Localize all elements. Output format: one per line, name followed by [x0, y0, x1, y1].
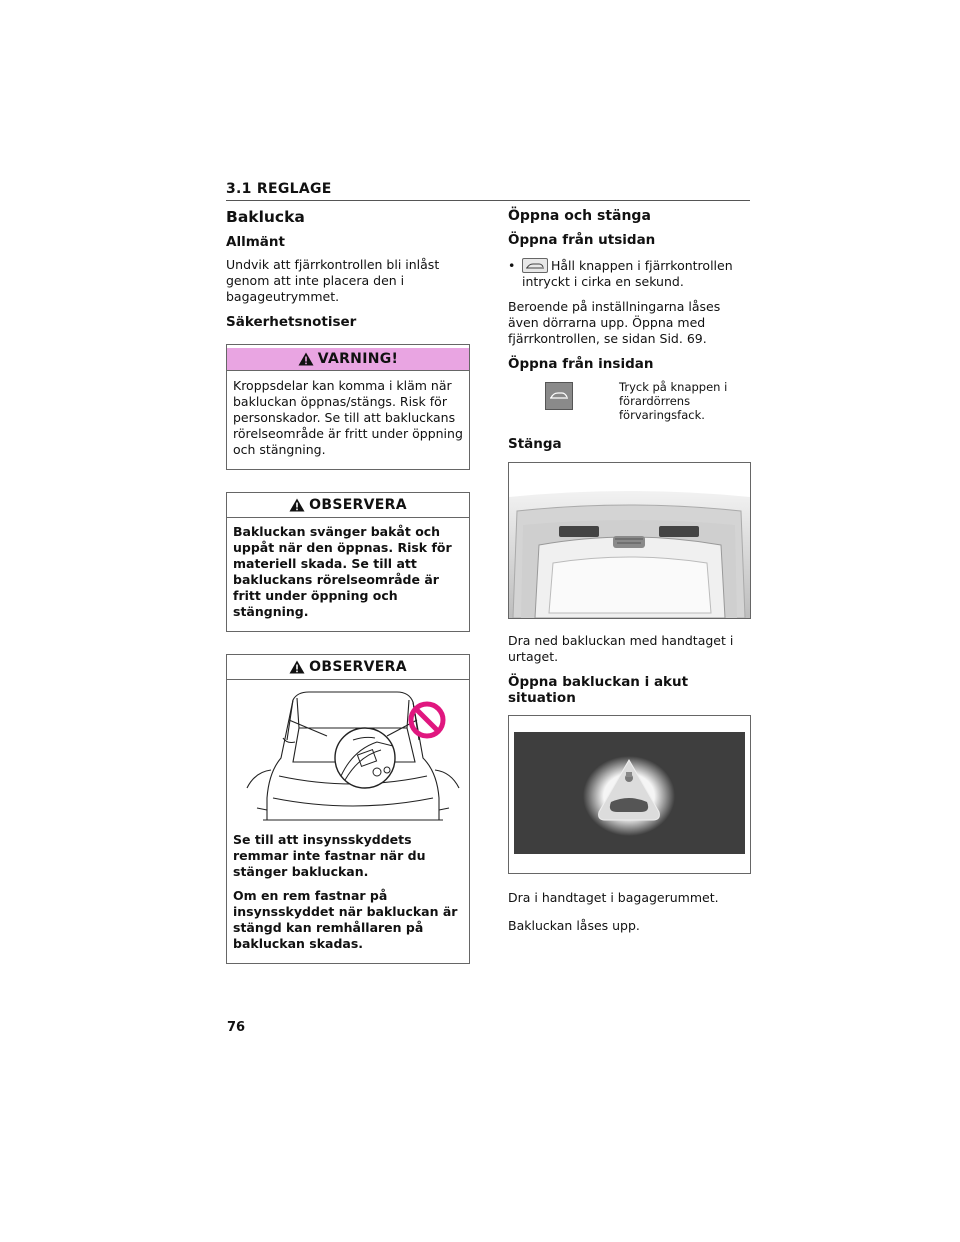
tailgate-close-figure [508, 462, 751, 619]
inside-row [508, 380, 751, 422]
tailgate-key-icon [522, 258, 548, 273]
safety-heading: Säkerhetsnotiser [226, 314, 357, 330]
outside-bullet: • Håll knappen i fjärrkontrollen intryckt i cirka en sekund. [508, 258, 733, 289]
left-column [226, 208, 470, 986]
notice-box-2 [226, 654, 470, 964]
notice-header-1 [227, 493, 469, 518]
outside-heading: Öppna från utsidan [508, 232, 656, 248]
notice-text-2b: Om en rem fastnar på insynsskyddet när bakluckan är stängd kan remhållaren på bakluckan skadas. [233, 888, 458, 951]
emergency-handle-image [509, 716, 750, 873]
page-header [226, 178, 750, 201]
warning-triangle-icon [289, 660, 305, 674]
open-close-heading: Öppna och stänga [508, 208, 651, 224]
close-text: Dra ned bakluckan med handtaget i urtaget. [508, 633, 734, 664]
warning-label: VARNING! [317, 351, 399, 367]
trunk-strap-illustration [227, 680, 469, 830]
warning-triangle-icon [289, 498, 305, 512]
notice-text-1: Bakluckan svänger bakåt och uppåt när den öppnas. Risk för materiell skada. Se till att bakluckans rörelseområde är fritt under öppning och stängning. [233, 524, 452, 619]
notice-label-1: OBSERVERA [309, 497, 407, 513]
close-heading: Stänga [508, 436, 562, 452]
section-title: 3.1 REGLAGE [226, 181, 332, 197]
warning-header [227, 348, 469, 371]
general-heading: Allmänt [226, 234, 285, 250]
page-title: Baklucka [226, 208, 305, 226]
tailgate-button-icon [545, 382, 573, 410]
page-number: 76 [227, 1020, 246, 1035]
tailgate-interior-image [509, 463, 750, 618]
outside-text: Beroende på inställningarna låses även dörrarna upp. Öppna med fjärrkontrollen, se sidan Sid. 69. [508, 299, 721, 346]
right-column [508, 208, 751, 943]
outside-bullet-text: Håll knappen i fjärrkontrollen intryckt i cirka en sekund. [522, 258, 733, 289]
warning-box [226, 344, 470, 470]
notice-text-2a: Se till att insynsskyddets remmar inte fastnar när du stänger bakluckan. [233, 832, 426, 879]
notice-body-2 [227, 830, 469, 963]
warning-text: Kroppsdelar kan komma i kläm när bakluckan öppnas/stängs. Risk för personskador. Se till att bakluckans rörelseområde är fritt under öppning och stängning. [233, 378, 463, 457]
emergency-text-1: Dra i handtaget i bagagerummet. [508, 890, 719, 905]
inside-text: Tryck på knappen i förardörrens förvaringsfack. [619, 380, 728, 422]
general-text: Undvik att fjärrkontrollen bli inlåst genom att inte placera den i bagageutrymmet. [226, 257, 440, 304]
notice-body-1 [227, 518, 469, 631]
notice-label-2: OBSERVERA [309, 659, 407, 675]
warning-triangle-icon [298, 352, 314, 366]
inside-heading: Öppna från insidan [508, 356, 654, 372]
emergency-handle-figure [508, 715, 751, 874]
emergency-text-2: Bakluckan låses upp. [508, 918, 640, 933]
notice-header-2 [227, 655, 469, 680]
warning-body [227, 371, 469, 469]
notice-box-1 [226, 492, 470, 632]
emergency-heading: Öppna bakluckan i akut situation [508, 674, 689, 706]
